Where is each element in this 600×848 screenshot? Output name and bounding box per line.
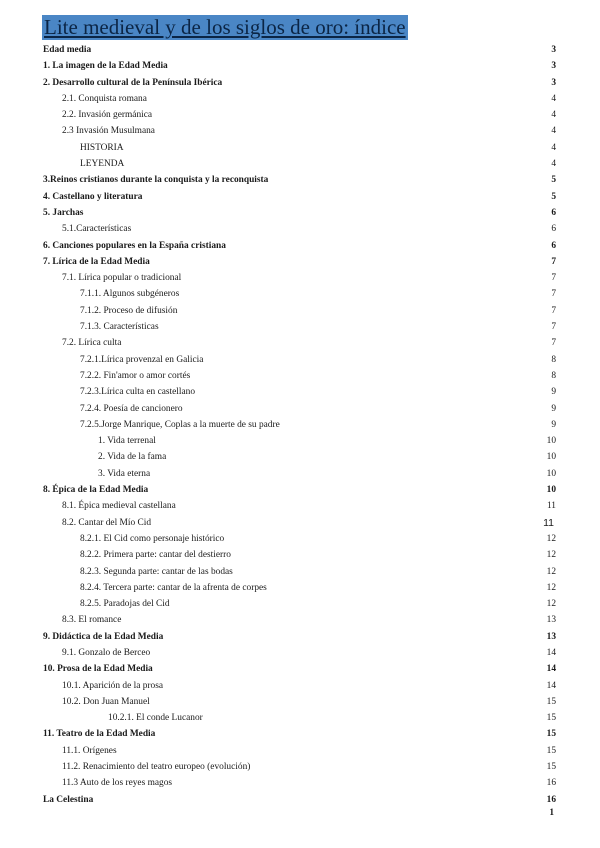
toc-entry-page: 6: [551, 207, 556, 218]
toc-entry[interactable]: [0, 401, 600, 417]
toc-entry[interactable]: [0, 612, 600, 628]
toc-entry[interactable]: [0, 319, 600, 335]
toc-entry-page: 13: [546, 631, 556, 642]
toc-entry-label: 2. Vida de la fama: [98, 452, 167, 463]
toc-entry-page: 6: [551, 240, 556, 251]
toc-entry-label: 5. Jarchas: [43, 207, 84, 218]
toc-entry-page: 7: [551, 305, 556, 316]
toc-entry-label: 4. Castellano y literatura: [43, 191, 143, 202]
toc-entry-page: 5: [551, 175, 556, 186]
toc-entry-label: 11.3 Auto de los reyes magos: [62, 778, 173, 789]
toc-entry[interactable]: [0, 433, 600, 449]
toc-entry-label: 2. Desarrollo cultural de la Península Ibérica: [43, 77, 223, 88]
toc-entry-page: 4: [551, 93, 556, 104]
toc-entry-page: 6: [551, 224, 556, 235]
toc-entry-page: 12: [546, 582, 556, 593]
toc-entry-page: 11: [546, 501, 556, 512]
table-of-contents: [0, 42, 600, 808]
toc-entry[interactable]: [0, 710, 600, 726]
toc-entry-page: 7: [551, 256, 556, 267]
toc-entry[interactable]: [0, 449, 600, 465]
toc-entry-page: 10: [546, 436, 556, 447]
toc-entry[interactable]: [0, 107, 600, 123]
toc-entry-label: 8.2. Cantar del Mío Cid: [62, 517, 152, 528]
toc-entry-label: 7.1.3. Características: [80, 322, 159, 333]
toc-entry[interactable]: [0, 515, 600, 531]
toc-entry[interactable]: [0, 172, 600, 188]
toc-entry-label: 7.1.1. Algunos subgéneros: [80, 289, 180, 300]
toc-entry-page: 12: [546, 533, 556, 544]
toc-entry-label: 10.2. Don Juan Manuel: [62, 696, 150, 707]
toc-entry-label: 9.1. Gonzalo de Berceo: [62, 647, 151, 658]
toc-entry[interactable]: [0, 629, 600, 645]
toc-entry-label: 10.1. Aparición de la prosa: [62, 680, 164, 691]
toc-entry-label: 3. Vida eterna: [98, 468, 151, 479]
toc-entry-label: 1. Vida terrenal: [98, 436, 156, 447]
toc-entry[interactable]: [0, 466, 600, 482]
toc-entry-label: 3.Reinos cristianos durante la conquista y la reconquista: [43, 175, 269, 186]
toc-entry-label: 11. Teatro de la Edad Media: [43, 729, 156, 740]
page-number: 1: [549, 808, 554, 818]
toc-entry-label: 7.2.2. Fin'amor o amor cortés: [80, 370, 191, 381]
toc-entry[interactable]: [0, 694, 600, 710]
toc-entry[interactable]: [0, 645, 600, 661]
toc-entry[interactable]: [0, 531, 600, 547]
toc-entry-label: 6. Canciones populares en la España cristiana: [43, 240, 226, 251]
toc-entry[interactable]: [0, 189, 600, 205]
toc-entry-page: 3: [551, 61, 556, 72]
toc-entry-label: 7.2.1.Lírica provenzal en Galicia: [80, 354, 204, 365]
toc-entry-page: 4: [551, 110, 556, 121]
toc-entry-page: 15: [546, 729, 556, 740]
toc-entry-label: 7. Lírica de la Edad Media: [43, 256, 150, 267]
toc-entry-label: 11.2. Renacimiento del teatro europeo (evolución): [62, 762, 251, 773]
toc-entry-page: 15: [546, 762, 556, 773]
toc-entry-page: 11: [543, 516, 554, 529]
toc-entry[interactable]: [0, 482, 600, 498]
toc-entry-page: 7: [551, 322, 556, 333]
toc-entry-page: 13: [546, 615, 556, 626]
toc-entry-label: Edad media: [43, 45, 92, 55]
toc-entry[interactable]: [0, 75, 600, 91]
toc-entry-page: 8: [551, 354, 556, 365]
toc-entry-label: 8.3. El romance: [62, 615, 122, 626]
toc-entry-page: 8: [551, 370, 556, 381]
toc-entry[interactable]: [0, 547, 600, 563]
toc-entry[interactable]: [0, 238, 600, 254]
toc-entry-page: 16: [546, 778, 556, 789]
toc-entry[interactable]: [0, 123, 600, 139]
toc-entry[interactable]: [0, 140, 600, 156]
toc-entry-label: 8.2.2. Primera parte: cantar del destierro: [80, 550, 231, 561]
toc-entry-page: 14: [546, 664, 556, 675]
toc-entry-page: 12: [546, 599, 556, 610]
toc-entry[interactable]: [0, 205, 600, 221]
toc-entry-page: 4: [551, 159, 556, 170]
toc-entry[interactable]: [0, 580, 600, 596]
toc-entry-label: 2.3 Invasión Musulmana: [62, 126, 155, 137]
toc-entry[interactable]: [0, 91, 600, 107]
toc-entry-label: 8.2.1. El Cid como personaje histórico: [80, 533, 225, 544]
toc-entry-label: 7.2.5.Jorge Manrique, Coplas a la muerte de su padre: [80, 419, 280, 430]
toc-entry-page: 10: [546, 452, 556, 463]
toc-entry-page: 9: [551, 387, 556, 398]
toc-entry-page: 16: [546, 794, 556, 805]
toc-entry[interactable]: [0, 661, 600, 677]
toc-entry-page: 4: [551, 126, 556, 137]
toc-entry[interactable]: [0, 759, 600, 775]
toc-entry-label: 8.2.4. Tercera parte: cantar de la afrenta de corpes: [80, 582, 267, 593]
toc-entry-label: HISTORIA: [80, 142, 124, 153]
toc-entry-label: 2.1. Conquista romana: [62, 93, 147, 104]
toc-entry-label: 2.2. Invasión germánica: [62, 110, 153, 121]
toc-entry-label: 8.2.3. Segunda parte: cantar de las bodas: [80, 566, 233, 577]
toc-entry-label: 7.2. Lírica culta: [62, 338, 122, 349]
toc-entry-page: 7: [551, 338, 556, 349]
document-title: Lite medieval y de los siglos de oro: índice: [44, 15, 406, 39]
toc-entry-label: La Celestina: [43, 794, 94, 805]
toc-entry-page: 3: [551, 77, 556, 88]
toc-entry-page: 15: [546, 745, 556, 756]
toc-entry-page: 9: [551, 403, 556, 414]
toc-entry-label: LEYENDA: [80, 159, 125, 170]
toc-entry[interactable]: [0, 417, 600, 433]
toc-entry[interactable]: [0, 792, 600, 808]
toc-entry-label: 10. Prosa de la Edad Media: [43, 664, 153, 675]
toc-entry-label: 8.2.5. Paradojas del Cid: [80, 599, 170, 610]
toc-entry-label: 11.1. Orígenes: [62, 745, 117, 756]
toc-entry-label: 5.1.Características: [62, 224, 132, 235]
toc-entry-label: 8.1. Épica medieval castellana: [62, 501, 176, 512]
toc-entry[interactable]: [0, 303, 600, 319]
toc-entry[interactable]: [0, 270, 600, 286]
toc-entry-page: 14: [546, 680, 556, 691]
toc-entry[interactable]: [0, 58, 600, 74]
toc-entry-page: 10: [546, 468, 556, 479]
toc-entry[interactable]: [0, 352, 600, 368]
toc-entry[interactable]: [0, 254, 600, 270]
toc-entry-page: 5: [551, 191, 556, 202]
toc-entry[interactable]: [0, 775, 600, 791]
toc-entry-page: 14: [546, 647, 556, 658]
toc-entry[interactable]: [0, 743, 600, 759]
toc-entry-page: 15: [546, 696, 556, 707]
toc-entry-label: 7.1. Lírica popular o tradicional: [62, 273, 182, 284]
toc-entry-label: 7.2.3.Lírica culta en castellano: [80, 387, 196, 398]
toc-entry[interactable]: [0, 42, 600, 58]
toc-entry-label: 1. La imagen de la Edad Media: [43, 61, 168, 72]
toc-entry[interactable]: [0, 156, 600, 172]
toc-entry-label: 7.1.2. Proceso de difusión: [80, 305, 178, 316]
toc-entry-page: 15: [546, 713, 556, 724]
toc-entry-page: 4: [551, 142, 556, 153]
toc-entry-label: 7.2.4. Poesía de cancionero: [80, 403, 183, 414]
toc-entry[interactable]: [0, 384, 600, 400]
toc-entry-page: 7: [551, 289, 556, 300]
toc-entry[interactable]: [0, 368, 600, 384]
toc-entry[interactable]: [0, 564, 600, 580]
toc-entry-page: 7: [551, 273, 556, 284]
toc-entry-page: 10: [546, 485, 556, 496]
toc-entry-label: 10.2.1. El conde Lucanor: [108, 713, 203, 724]
toc-entry[interactable]: [0, 286, 600, 302]
toc-entry[interactable]: [0, 498, 600, 514]
toc-entry-label: 9. Didáctica de la Edad Media: [43, 631, 164, 642]
toc-entry-page: 3: [551, 45, 556, 55]
toc-entry[interactable]: [0, 596, 600, 612]
toc-entry[interactable]: [0, 678, 600, 694]
toc-entry-label: 8. Épica de la Edad Media: [43, 485, 149, 496]
toc-entry-page: 12: [546, 566, 556, 577]
toc-entry-page: 9: [551, 419, 556, 430]
toc-entry-page: 12: [546, 550, 556, 561]
toc-entry[interactable]: [0, 726, 600, 742]
toc-entry[interactable]: [0, 335, 600, 351]
toc-entry[interactable]: [0, 221, 600, 237]
